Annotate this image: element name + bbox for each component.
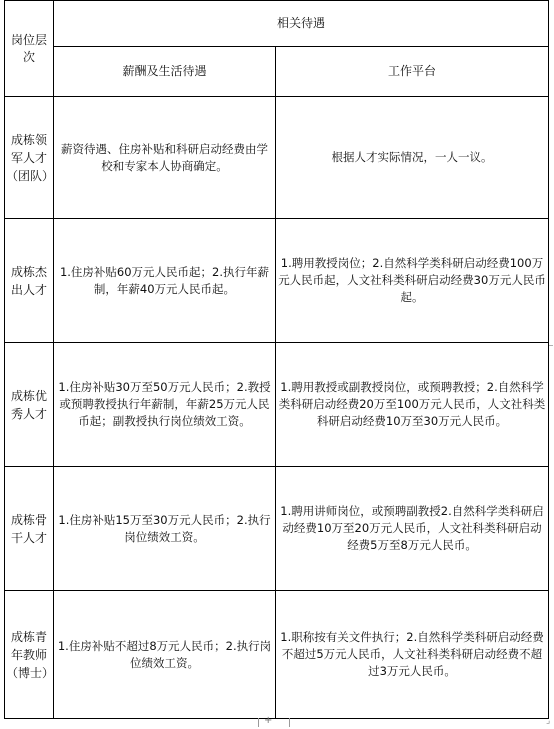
- salary-cell: [54, 219, 276, 343]
- col-header-platform-cell: [276, 47, 549, 97]
- salary-text: 1.住房补贴30万至50万元人民币；2.教授或预聘教授执行年薪制，年薪25万元人民币起；副教授执行岗位绩效工资。: [58, 380, 271, 428]
- level-cell: [5, 591, 54, 719]
- platform-cell: [276, 467, 549, 591]
- table-row: [5, 343, 549, 467]
- level-label: 成栋优秀人才: [10, 388, 47, 421]
- level-cell: [5, 467, 54, 591]
- talent-benefits-table: [4, 0, 549, 719]
- group-header-cell: [54, 1, 549, 47]
- salary-cell: [54, 97, 276, 219]
- resize-corner-icon[interactable]: ⌟: [546, 716, 551, 726]
- col-header-salary: 薪酬及生活待遇: [122, 64, 207, 78]
- platform-cell: [276, 219, 549, 343]
- ruler-tick: [258, 718, 259, 727]
- level-cell: [5, 219, 54, 343]
- level-cell: [5, 343, 54, 467]
- page-footer: [0, 715, 554, 729]
- level-label: 成栋青年教师（博士）: [6, 629, 55, 680]
- salary-cell: [54, 467, 276, 591]
- platform-cell: [276, 591, 549, 719]
- salary-cell: [54, 343, 276, 467]
- platform-text: 根据人才实际情况，一人一议。: [331, 150, 493, 164]
- platform-text: 1.聘用教授岗位；2.自然科学类科研启动经费100万元人民币起，人文社科类科研启动经费30万元人民币起。: [278, 256, 546, 304]
- salary-text: 薪资待遇、住房补贴和科研启动经费由学校和专家本人协商确定。: [61, 141, 268, 173]
- platform-text: 1.职称按有关文件执行；2.自然科学类科研启动经费不超过5万元人民币，人文社科类科研启动经费不超过3万元人民币。: [280, 630, 544, 678]
- group-header: 相关待遇: [277, 16, 326, 30]
- salary-cell: [54, 591, 276, 719]
- col-header-platform: 工作平台: [388, 64, 437, 78]
- ruler-tick: [289, 718, 290, 727]
- table-row: [5, 219, 549, 343]
- platform-text: 1.聘用讲师岗位，或预聘副教授2.自然科学类科研启动经费10万至20万元人民币，人文社科类科研启动经费5万至8万元人民币。: [280, 504, 544, 552]
- level-label: 成栋杰出人才: [10, 264, 47, 297]
- level-label: 成栋领军人才（团队）: [6, 132, 55, 183]
- salary-text: 1.住房补贴不超过8万元人民币；2.执行岗位绩效工资。: [57, 638, 272, 670]
- corner-header-cell: [5, 1, 54, 97]
- salary-text: 1.住房补贴15万至30万元人民币；2.执行岗位绩效工资。: [58, 512, 271, 544]
- add-row-icon[interactable]: +: [264, 715, 273, 726]
- platform-text: 1.聘用教授或副教授岗位，或预聘教授；2.自然科学类科研启动经费20万至100万元人民币，人文社科类科研启动经费10万至30万元人民币。: [278, 380, 546, 428]
- table-row: [5, 591, 549, 719]
- col-header-salary-cell: [54, 47, 276, 97]
- scrollbar-marker[interactable]: [549, 345, 553, 346]
- salary-text: 1.住房补贴60万元人民币起；2.执行年薪制，年薪40万元人民币起。: [59, 264, 270, 296]
- level-label: 成栋骨干人才: [10, 512, 47, 545]
- corner-header: 岗位层次: [10, 32, 47, 64]
- platform-cell: [276, 97, 549, 219]
- platform-cell: [276, 343, 549, 467]
- level-cell: [5, 97, 54, 219]
- table-row: [5, 467, 549, 591]
- table-row: [5, 97, 549, 219]
